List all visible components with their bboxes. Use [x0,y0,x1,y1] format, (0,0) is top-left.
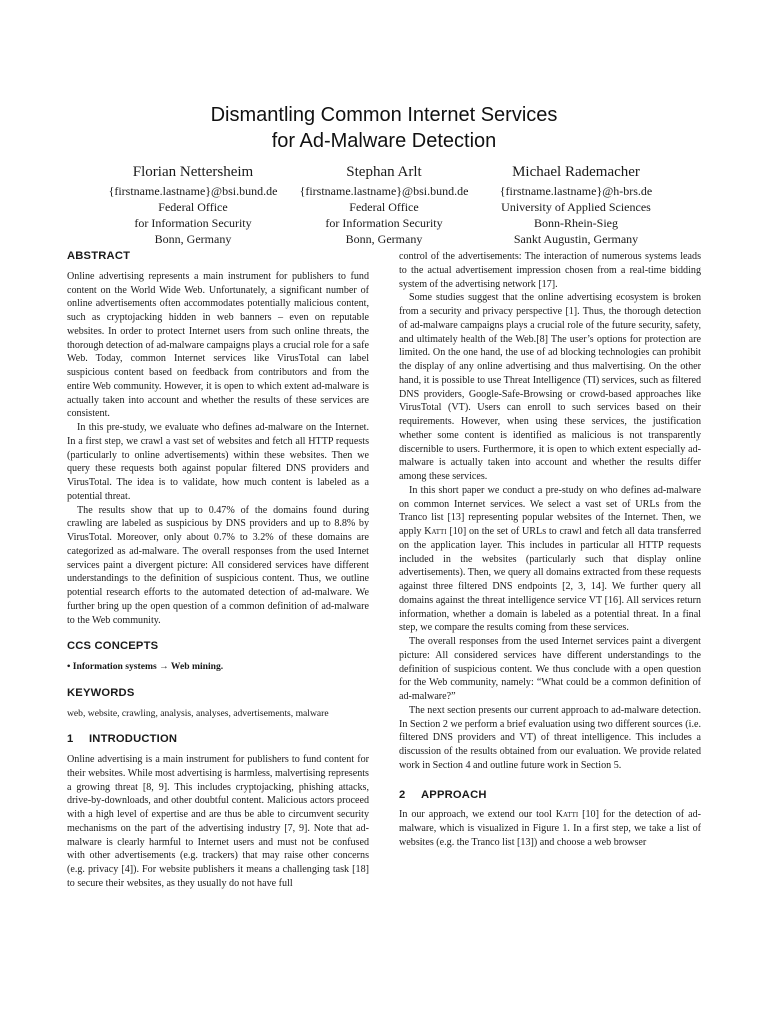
tool-name: Katti [424,526,447,537]
author-affiliation-2: for Information Security [134,216,252,230]
introduction-paragraph: Some studies suggest that the online advertising ecosystem is broken from a security and privacy perspective [1]. Thus, the thorough detection of ad-malware campaigns plays a crucial role of the future security, safety, and ultimately health of the Web.[8] The user’s options for protection are limited. On the one hand, the use of ad blocking technologies can prohibit the display of any online advertising and thus malvertising. On the other hand, it is possible to use Threat Intelligence (TI) services, such as filtered DNS providers, Google-Safe-Browsing or crowd-based approaches like VirusTotal (VT). Users can enroll to such services based on their requirements. However, when using these services, the justification whether some content is identified as malicious is not transparently discernible to users. Furthermore, it is open to which extent especially ad-malware is actually taken into account and whether the results differ among these services. [399,292,701,482]
abstract-paragraph: In this pre-study, we evaluate who defines ad-malware on the Internet. In a first step, we crawl a vast set of websites and fetch all HTTP requests (particularly to online advertisements) within these websites. Then we query these requests both against popular filtered DNS providers and VirusTotal. The idea is to validate, how much content is labeled as a potential threat. [67,422,369,502]
author-email: {firstname.lastname}@bsi.bund.de [299,184,469,198]
ccs-concepts-heading: CCS CONCEPTS [67,640,159,653]
introduction-paragraph: Online advertising is a main instrument for publishers to fund content for their websites. While most advertising is harmless, malvertising represents a growing threat [8, 9]. This includes cryptojacking, phishing attacks, drive-by-downloads, and other doubtful content. Malicious actors proceed with a high level of expertise and are thus be able to circumvent security mechanisms on the part of the advertising industry [7, 9]. Note that ad-malware is clearly harmful to Internet users and must not be confused with other advertisements (e.g. trackers) that may raise other concerns (e.g. privacy [4]). For website publishers it means a challenging task [18] to secure their websites, as they usually do not have full [67,754,369,889]
author-affiliation: Federal Office [158,200,228,214]
text-run: [10] for the detection of ad-malware, which is visualized in Figure 1. In a first step, we take a list of websites (e.g. the Tranco list [13]) and choose a web browser [399,809,701,848]
author-affiliation: Federal Office [349,200,419,214]
keywords-text: web, website, crawling, analysis, analyses, advertisements, malware [67,707,329,719]
paper-title [0,102,768,154]
author-email: {firstname.lastname}@bsi.bund.de [108,184,278,198]
introduction-paragraph-continued: control of the advertisements: The interaction of numerous systems leads to the actual advertisement impression chosen from a real-time bidding system of the advertising network [17]. [399,251,701,290]
section-number: 1 [67,733,74,746]
section-title: INTRODUCTION [89,733,178,746]
abstract-paragraph: Online advertising represents a main instrument for publishers to fund content on the World Wide Web. Unfortunately, a significant number of online advertisements often accommodates potentially malicious content, such as cryptojacking hidden in web banners – even on reputable websites. In order to protect Internet users from such online threats, the thorough detection of ad-malware campaigns plays a crucial role for a safe Web. Today, common Internet services like VirusTotal can label suspicious content based on feedback from contributors and from the entire Web community. However, it is open to which extent ad-malware is actually taken into account and whether the results of these services are consistent. [67,270,369,420]
author-2 [284,162,484,247]
keywords-heading: KEYWORDS [67,686,135,699]
approach-heading [399,789,701,803]
author-3 [476,162,676,247]
author-affiliation-2: Bonn-Rhein-Sieg [534,216,618,230]
author-1 [93,162,293,247]
section-number: 2 [399,788,406,801]
author-location: Bonn, Germany [154,232,232,246]
author-affiliation: University of Applied Sciences [501,200,651,214]
author-location: Bonn, Germany [345,232,423,246]
text-run: In our approach, we extend our tool [399,809,556,821]
abstract-heading: ABSTRACT [67,250,131,262]
introduction-paragraph: The next section presents our current approach to ad-malware detection. In Section 2 we perform a brief evaluation using two different sources (i.e. filtered DNS providers and VT) of threat intelligence. This includes a discussion of the results obtained from our evaluation. We provide related work in Section 4 and outline future work in Section 5. [399,704,701,771]
tool-name: Katti [555,809,579,821]
text-run: [10] on the set of URLs to crawl and fetch all data transferred on the application layer. This includes in particular all HTTP requests included in the websites (particularly such that display online advertisements). Then, we query all domains extracted from these requests against three filtered DNS endpoints [2, 3, 14]. We further query all domains against the threat intelligence service VT [16]. All services return information, whether a domain is labeled as a potential threat. In a final step, we compare the results coming from these services. [399,526,701,634]
author-name: Stephan Arlt [346,164,422,180]
left-column [67,250,369,891]
ccs-concepts-text: • Information systems → Web mining. [67,661,224,672]
approach-paragraph [399,808,701,849]
introduction-paragraph: The overall responses from the used Internet services paint a divergent picture: All considered services have different understandings to the definition of suspicious content. We thus conclude with a open question for the Web community, namely: “What could be a common definition of ad-malware?” [399,636,701,702]
title-line-1: Dismantling Common Internet Services [210,104,558,126]
author-name: Michael Rademacher [512,164,640,180]
section-title: APPROACH [421,788,487,801]
right-column [399,250,701,850]
author-affiliation-2: for Information Security [325,216,443,230]
introduction-heading [67,733,369,747]
author-name: Florian Nettersheim [132,164,254,180]
abstract-paragraph: The results show that up to 0.47% of the domains found during crawling are labeled as suspicious by DNS providers and up to 8.8% by VirusTotal. Moreover, only about 0.7% to 3.2% of these domains are categorized as ad-malware. The overall responses from the used Internet services paint a divergent picture: All considered services have different understandings to the definition of suspicious content. Thus, we outline potential research efforts to the automated detection of ad-malware. We further bring up the open question of a common definition of ad-malware to the Web community. [67,504,369,626]
author-location: Sankt Augustin, Germany [513,232,639,246]
title-line-2: for Ad-Malware Detection [271,130,497,152]
introduction-paragraph [399,484,701,635]
author-email: {firstname.lastname}@h-brs.de [499,184,653,198]
text-run: In this short paper we conduct a pre-study on who defines ad-malware on common Internet services. We select a vast set of URLs from the Tranco list [13] representing popular websites of the Internet. Then, we apply [399,484,701,537]
